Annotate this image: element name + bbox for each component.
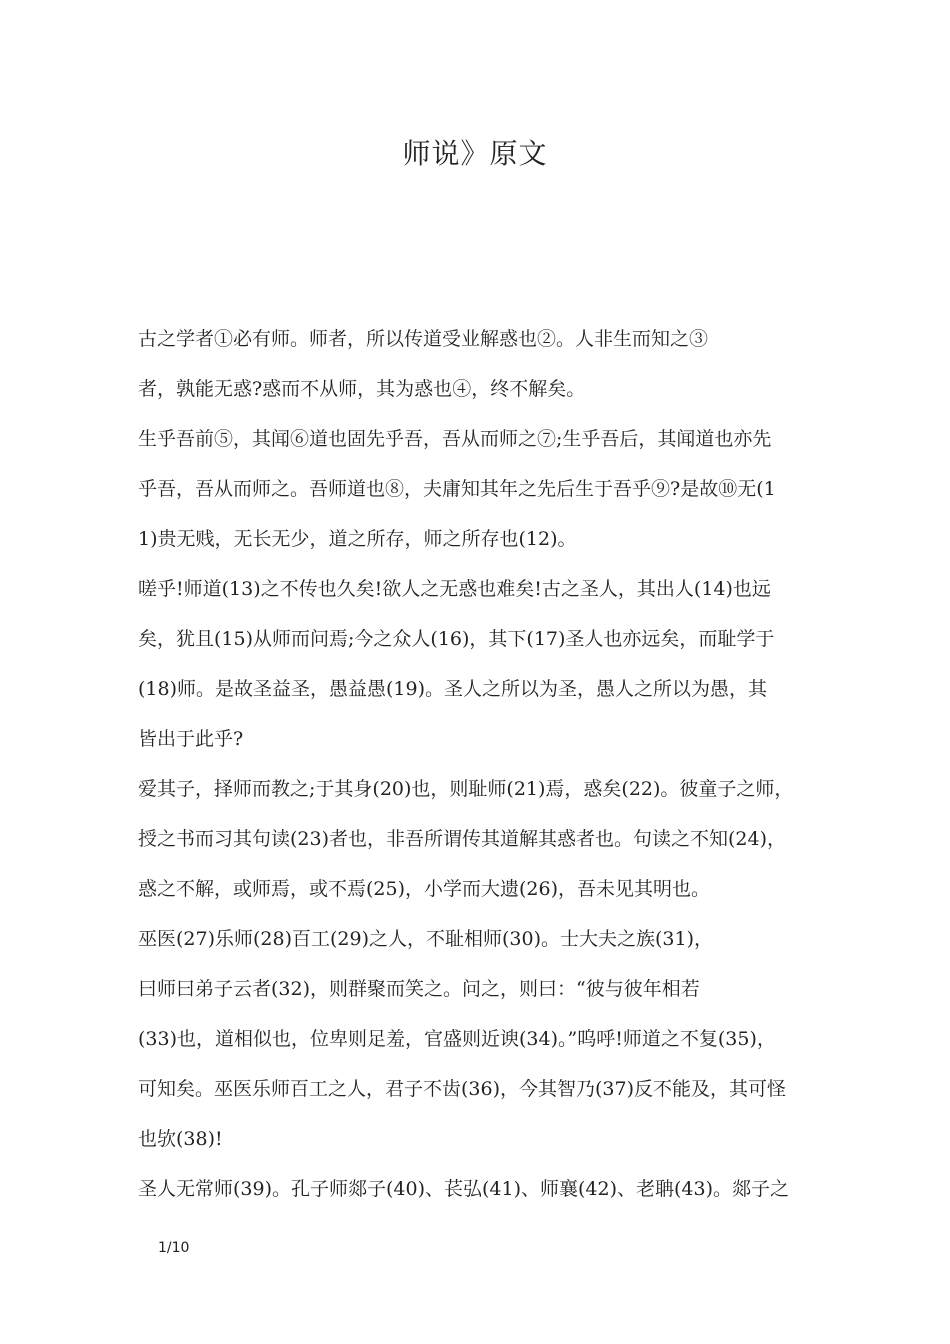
page-number: 1/10 [158, 1240, 190, 1256]
text-line: 者，孰能无惑?惑而不从师，其为惑也④，终不解矣。 [138, 378, 586, 400]
document-body [138, 314, 828, 1214]
text-line: 矣，犹且(15)从师而问焉;今之众人(16)，其下(17)圣人也亦远矣，而耻学于 [138, 628, 775, 650]
text-line: (33)也，道相似也，位卑则足羞，官盛则近谀(34)。”呜呼!师道之不复(35)， [138, 1028, 776, 1050]
text-line: 古之学者①必有师。师者，所以传道受业解惑也②。人非生而知之③ [138, 328, 709, 350]
text-line: 巫医(27)乐师(28)百工(29)之人，不耻相师(30)。士大夫之族(31)， [138, 928, 714, 950]
document-title: 师说》原文 [402, 137, 548, 170]
text-line: 惑之不解，或师焉，或不焉(25)，小学而大遗(26)，吾未见其明也。 [138, 878, 711, 900]
text-line: 可知矣。巫医乐师百工之人，君子不齿(36)，今其智乃(37)反不能及，其可怪 [138, 1078, 787, 1100]
text-line: 嗟乎!师道(13)之不传也久矣!欲人之无惑也难矣!古之圣人，其出人(14)也远 [138, 578, 771, 600]
text-line: (18)师。是故圣益圣，愚益愚(19)。圣人之所以为圣，愚人之所以为愚，其 [138, 678, 768, 700]
text-line: 皆出于此乎? [138, 728, 244, 750]
text-line: 曰师曰弟子云者(32)，则群聚而笑之。问之，则曰：“彼与彼年相若 [138, 978, 700, 1000]
text-line: 爱其子，择师而教之;于其身(20)也，则耻师(21)焉，惑矣(22)。彼童子之师， [138, 778, 794, 800]
text-line: 1)贵无贱，无长无少，道之所存，师之所存也(12)。 [138, 528, 577, 550]
text-line: 圣人无常师(39)。孔子师郯子(40)、苌弘(41)、师襄(42)、老聃(43)。郯子之 [138, 1178, 790, 1200]
text-line: 授之书而习其句读(23)者也，非吾所谓传其道解其惑者也。句读之不知(24)， [138, 828, 787, 850]
text-line: 生乎吾前⑤，其闻⑥道也固先乎吾，吾从而师之⑦;生乎吾后，其闻道也亦先 [138, 428, 772, 450]
text-line: 也欤(38)! [138, 1128, 223, 1150]
text-line: 乎吾，吾从而师之。吾师道也⑧，夫庸知其年之先后生于吾乎⑨?是故⑩无(1 [138, 478, 776, 500]
